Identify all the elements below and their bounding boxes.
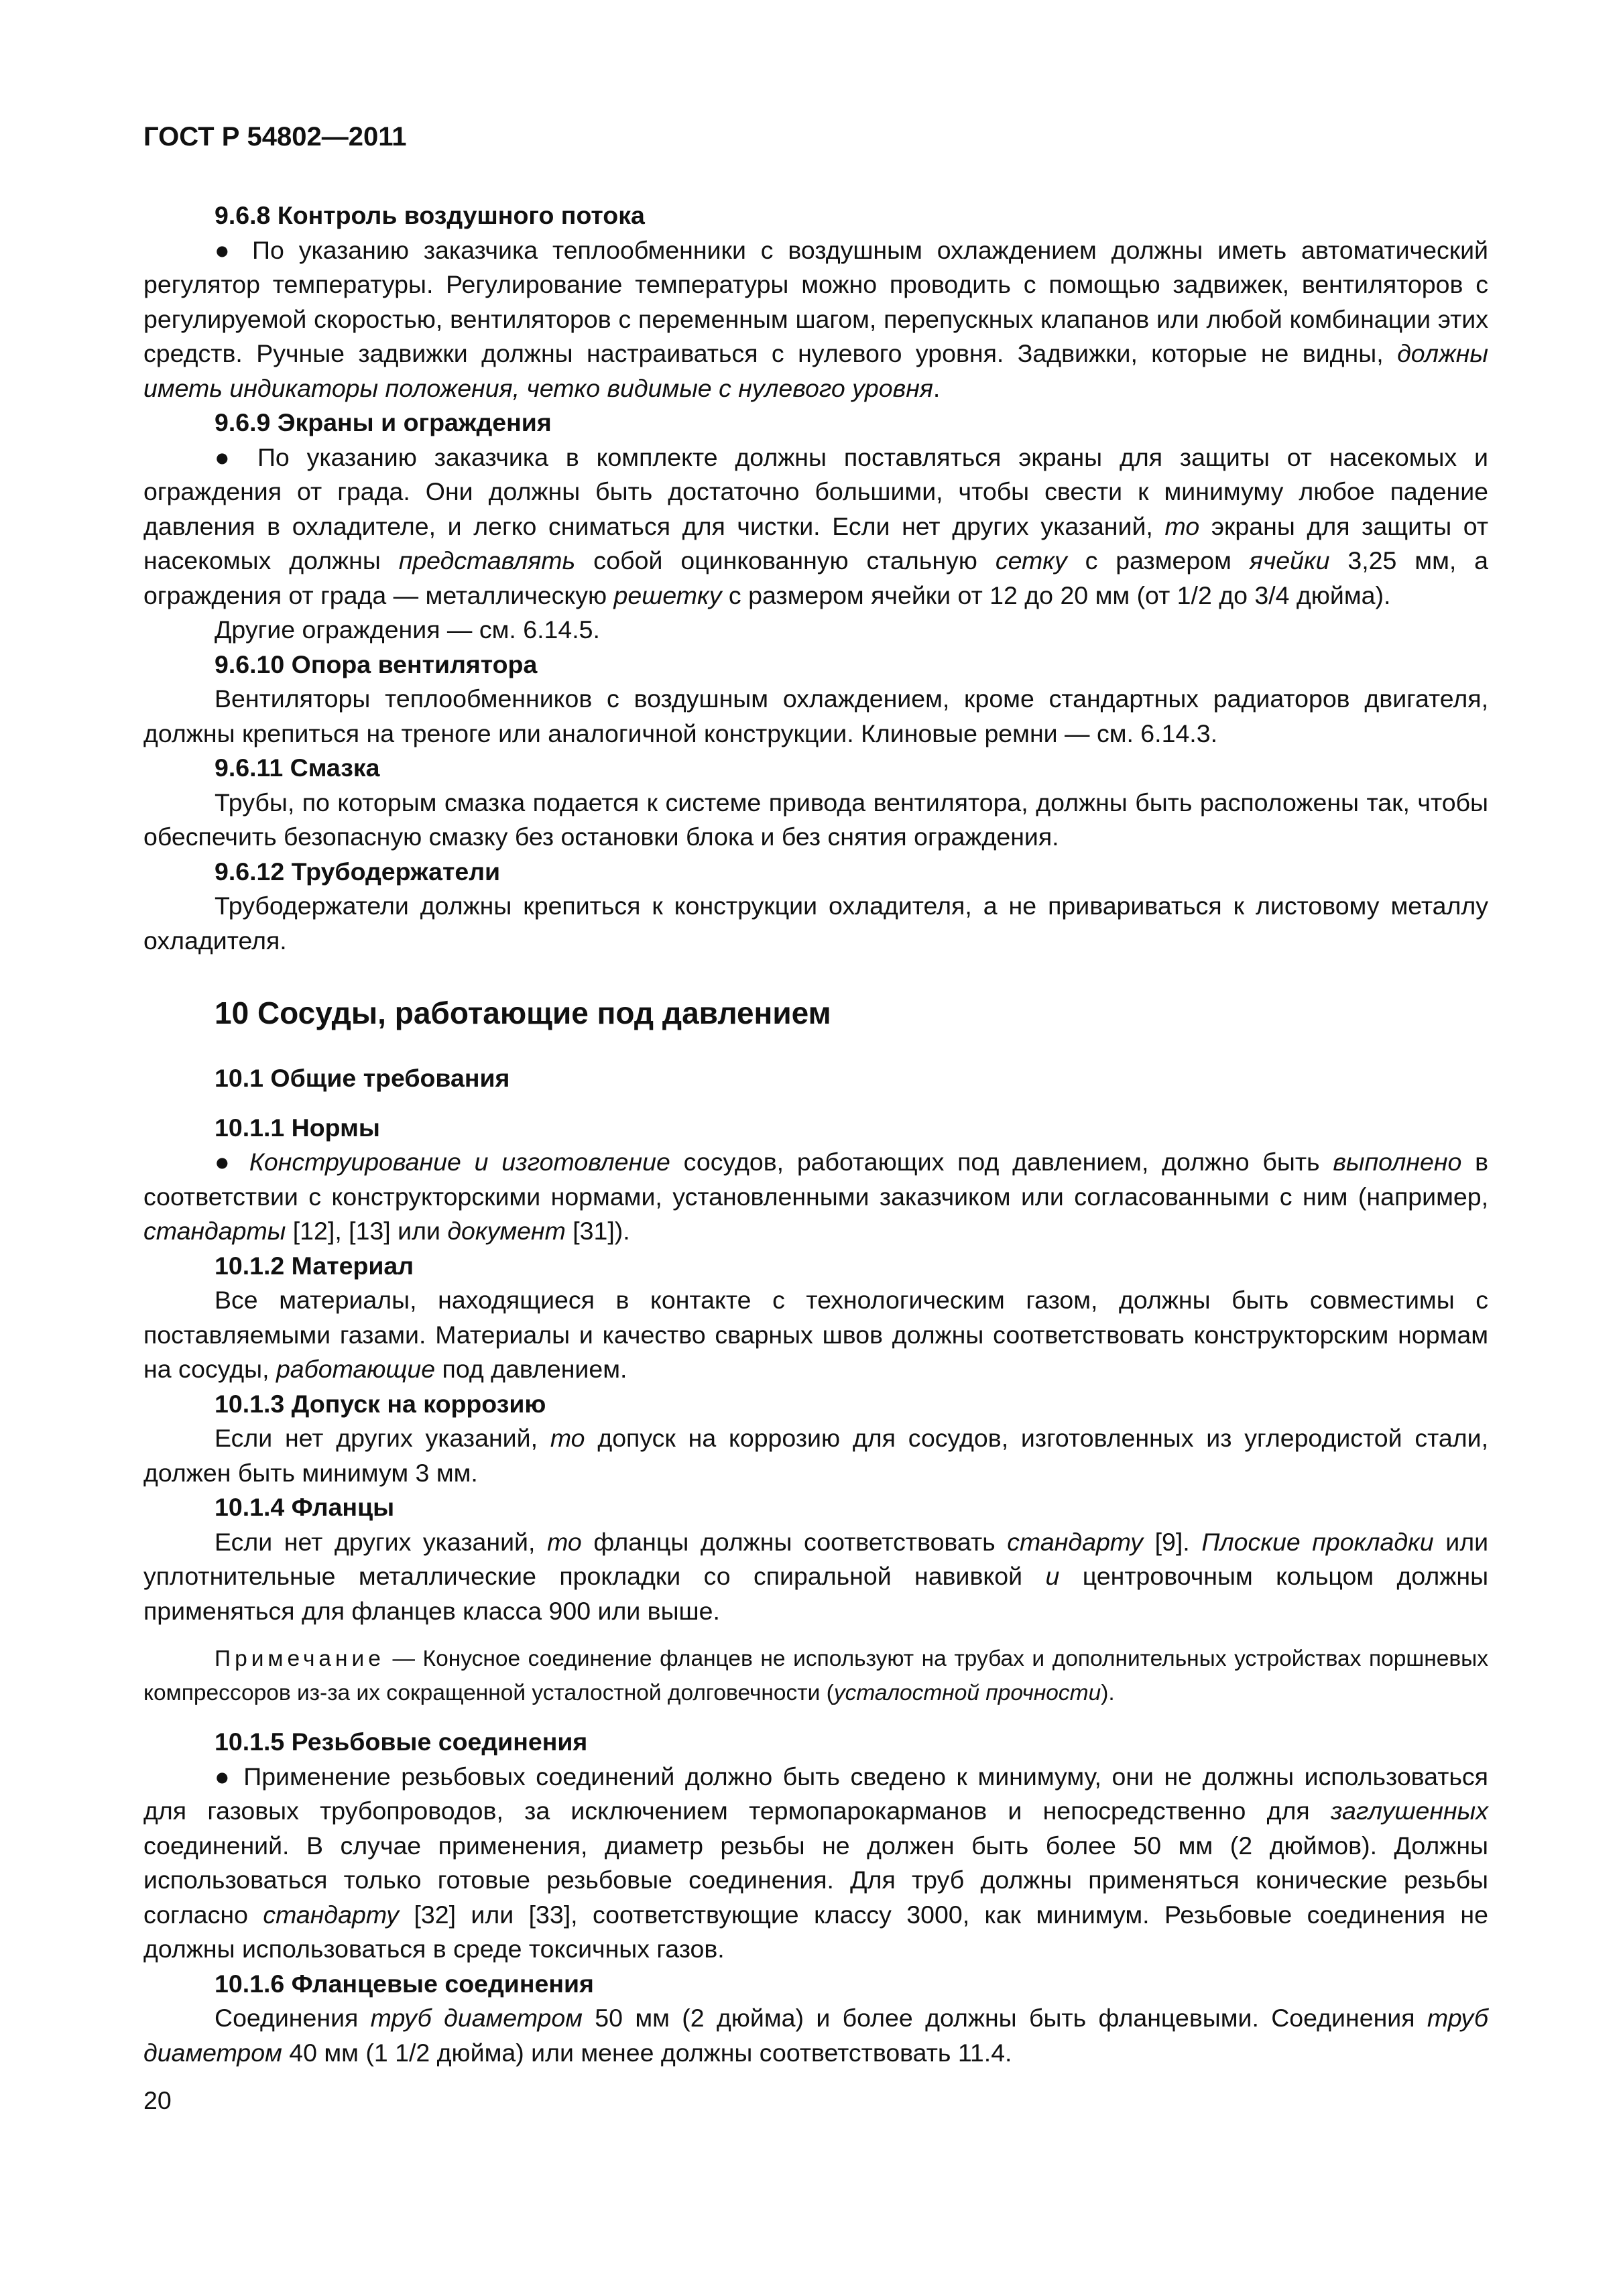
note-label: Примечание	[215, 1646, 385, 1671]
paragraph-10-1-2: Все материалы, находящиеся в контакте с технологическим газом, должны быть совместимы с поставляемыми газами. Материалы и качество сварных швов должны соответствовать конструкторским нормам на сосуды, работающие под давлением.	[143, 1286, 1488, 1383]
paragraph-9-6-9: ● По указанию заказчика в комплекте должны поставляться экраны для защиты от насекомых и ограждения от града. Они должны быть достаточно большими, чтобы свести к минимуму любое падение давления в охладителе, и легко сниматься для чистки. Если нет других указаний, то экраны для защиты от насекомых должны представлять собой оцинкованную стальную сетку с размером ячейки 3,25 мм, а ограждения от града — металлическую решетку с размером ячейки от 12 до 20 мм (от 1/2 до 3/4 дюйма).	[143, 442, 1489, 609]
section-heading-9-6-12: 9.6.12 Трубодержатели	[215, 857, 501, 886]
section-heading-9-6-11: 9.6.11 Смазка	[215, 753, 380, 782]
paragraph-10-1-3: Если нет других указаний, то допуск на коррозию для сосудов, изготовленных из углеродистой стали, должен быть минимум 3 мм.	[143, 1424, 1489, 1487]
section-heading-10-1: 10.1 Общие требования	[215, 1064, 510, 1092]
section-heading-9-6-8: 9.6.8 Контроль воздушного потока	[215, 201, 645, 229]
document-code-header: ГОСТ Р 54802—2011	[143, 122, 407, 152]
section-heading-10-1-1: 10.1.1 Нормы	[215, 1113, 380, 1142]
paragraph-9-6-12: Трубодержатели должны крепиться к конструкции охладителя, а не привариваться к листовому металлу охладителя.	[143, 892, 1488, 955]
note-10-1-4: Примечание — Конусное соединение фланцев не используют на трубах и дополнительных устройствах поршневых компрессоров из-за их сокращенной усталостной долговечности (усталостной прочности).	[143, 1646, 1489, 1705]
paragraph-10-1-6: Соединения труб диаметром 50 мм (2 дюйма) и более должны быть фланцевыми. Соединения труб диаметром 40 мм (1 1/2 дюйма) или менее должны соответствовать 11.4.	[143, 2004, 1488, 2067]
paragraph-9-6-10: Вентиляторы теплообменников с воздушным охлаждением, кроме стандартных радиаторов двигателя, должны крепиться на треноге или аналогичной конструкции. Клиновые ремни — см. 6.14.3.	[143, 684, 1488, 747]
section-heading-10-1-6: 10.1.6 Фланцевые соединения	[215, 1969, 594, 1998]
section-heading-9-6-10: 9.6.10 Опора вентилятора	[215, 650, 538, 678]
page-content	[143, 198, 1488, 2070]
paragraph-9-6-11: Трубы, по которым смазка подается к системе привода вентилятора, должны быть расположены так, чтобы обеспечить безопасную смазку без остановки блока и без снятия ограждения.	[143, 788, 1488, 851]
section-heading-10-1-4: 10.1.4 Фланцы	[215, 1493, 395, 1521]
paragraph-10-1-1: ● Конструирование и изготовление сосудов, работающих под давлением, должно быть выполнено в соответствии с конструкторскими нормами, установленными заказчиком или согласованными с ним (например, стандарты [12], [13] или документ [31]).	[143, 1148, 1489, 1245]
section-heading-10-1-2: 10.1.2 Материал	[215, 1251, 414, 1280]
page-number: 20	[143, 2086, 172, 2114]
section-heading-10-1-3: 10.1.3 Допуск на коррозию	[215, 1389, 546, 1418]
paragraph-10-1-4: Если нет других указаний, то фланцы должны соответствовать стандарту [9]. Плоские прокладки или уплотнительные металлические прокладки со спиральной навивкой и центровочным кольцом должны применяться для фланцев класса 900 или выше.	[143, 1527, 1489, 1625]
section-heading-10-1-5: 10.1.5 Резьбовые соединения	[215, 1728, 588, 1756]
section-heading-9-6-9: 9.6.9 Экраны и ограждения	[215, 408, 552, 436]
chapter-heading-10: 10 Сосуды, работающие под давлением	[215, 995, 831, 1030]
paragraph-9-6-8: ● По указанию заказчика теплообменники с воздушным охлаждением должны иметь автоматический регулятор температуры. Регулирование температуры можно проводить с помощью задвижек, вентиляторов с регулируемой скоростью, вентиляторов с переменным шагом, перепускных клапанов или любой комбинации этих средств. Ручные задвижки должны настраиваться с нулевого уровня. Задвижки, которые не видны, должны иметь индикаторы положения, четко видимые с нулевого уровня.	[143, 235, 1488, 402]
paragraph-9-6-9-other-guards: Другие ограждения — см. 6.14.5.	[215, 615, 600, 644]
paragraph-10-1-5: ● Применение резьбовых соединений должно быть сведено к минимуму, они не должны использоваться для газовых трубопроводов, за исключением термопарокарманов и непосредственно для заглушенных соединений. В случае применения, диаметр резьбы не должен быть более 50 мм (2 дюймов). Должны использоваться только готовые резьбовые соединения. Для труб должны применяться конические резьбы согласно стандарту [32] или [33], соответствующие классу 3000, как минимум. Резьбовые соединения не должны использоваться в среде токсичных газов.	[143, 1762, 1488, 1963]
